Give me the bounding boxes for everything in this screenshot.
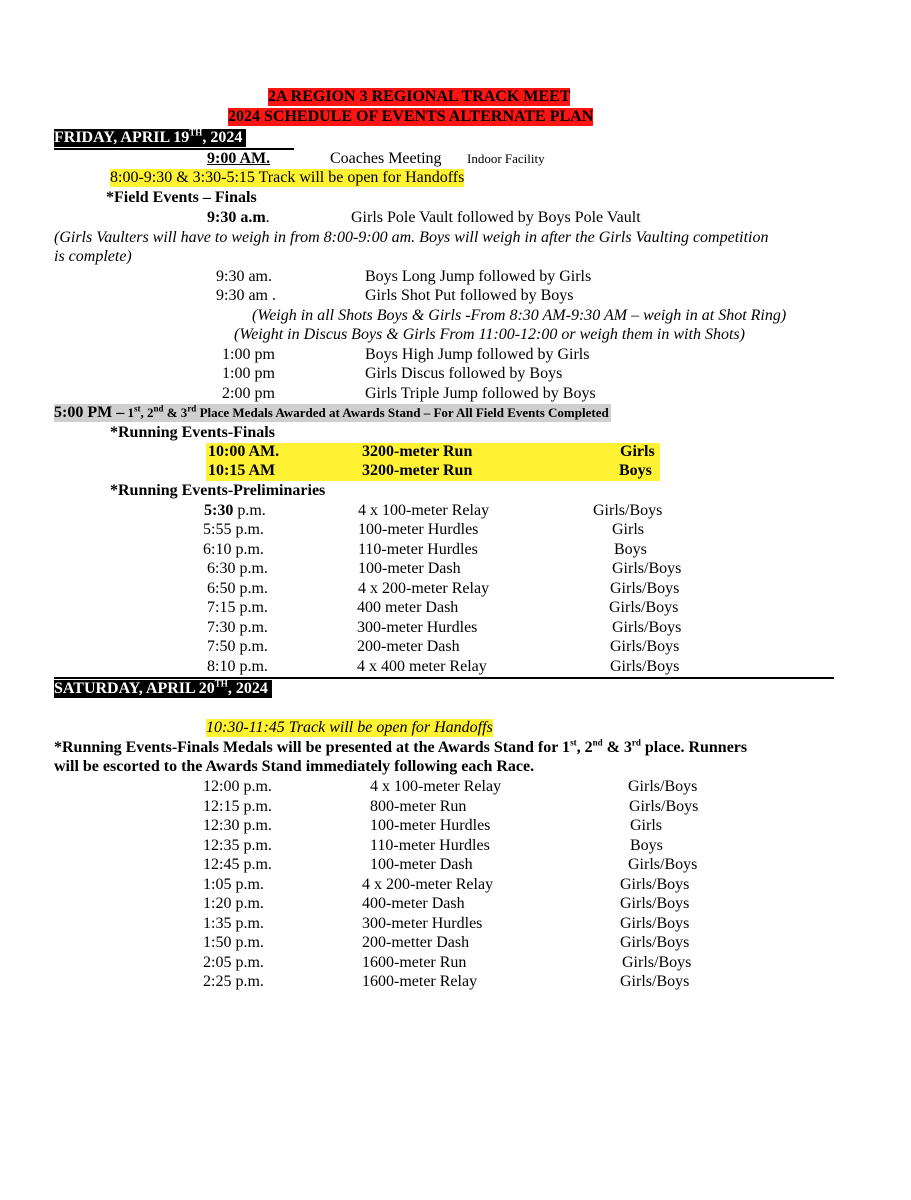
sat-final-time: 12:15 p.m.: [203, 798, 272, 815]
prelim-event: 4 x 400 meter Relay: [357, 658, 487, 675]
field-events-heading: *Field Events – Finals: [106, 189, 257, 206]
coaches-meeting-label: Coaches Meeting: [330, 150, 442, 167]
coaches-meeting-location: Indoor Facility: [467, 151, 545, 166]
sat-final-division: Boys: [630, 837, 663, 854]
sat-final-event: 4 x 200-meter Relay: [362, 876, 494, 893]
sat-final-division: Girls/Boys: [629, 798, 699, 815]
sat-final-event: 4 x 100-meter Relay: [370, 778, 502, 795]
sat-final-event: 100-meter Hurdles: [370, 817, 491, 834]
prelim-division: Girls/Boys: [612, 560, 682, 577]
field-medals-banner: 5:00 PM – 1st, 2nd & 3rd Place Medals Awarded at Awards Stand – For All Field Events Completed: [54, 403, 609, 421]
discus-weigh-note: (Weight in Discus Boys & Girls From 11:00-12:00 or weigh them in with Shots): [234, 326, 745, 343]
prelim-division: Girls/Boys: [610, 638, 680, 655]
prelim-division: Girls/Boys: [612, 619, 682, 636]
sat-final-event: 1600-meter Run: [362, 954, 467, 971]
sat-final-time: 12:00 p.m.: [203, 778, 272, 795]
title-line-2: 2024 SCHEDULE OF EVENTS ALTERNATE PLAN: [228, 108, 594, 125]
discus-event: Girls Discus followed by Boys: [365, 365, 563, 382]
prelim-event: 100-meter Hurdles: [358, 521, 479, 538]
prelim-event: 110-meter Hurdles: [358, 541, 478, 558]
final-time: 10:15 AM: [208, 462, 276, 479]
sat-final-time: 1:35 p.m.: [203, 915, 264, 932]
vault-weigh-note-1: (Girls Vaulters will have to weigh in from 8:00-9:00 am. Boys will weigh in after the Girls Vaulting competition: [54, 229, 769, 246]
sat-final-event: 200-metter Dash: [362, 934, 470, 951]
prelim-event: 4 x 200-meter Relay: [358, 580, 490, 597]
triple-jump-time: 2:00 pm: [222, 385, 275, 402]
prelim-event: 4 x 100-meter Relay: [358, 502, 490, 519]
sat-final-event: 1600-meter Relay: [362, 973, 478, 990]
final-event: 3200-meter Run: [362, 443, 473, 460]
friday-day-header: FRIDAY, APRIL 19TH, 2024: [54, 129, 246, 147]
triple-jump-event: Girls Triple Jump followed by Boys: [365, 385, 596, 402]
long-jump-event: Boys Long Jump followed by Girls: [365, 268, 592, 285]
prelims-heading: *Running Events-Preliminaries: [110, 482, 326, 499]
final-division: Girls: [620, 443, 655, 460]
prelim-event: 200-meter Dash: [357, 638, 460, 655]
prelim-time: 5:55 p.m.: [203, 521, 264, 538]
sat-final-division: Girls/Boys: [628, 856, 698, 873]
shot-put-event: Girls Shot Put followed by Boys: [365, 287, 574, 304]
sat-final-division: Girls/Boys: [620, 895, 690, 912]
pole-vault-event: Girls Pole Vault followed by Boys Pole Vault: [351, 209, 641, 226]
high-jump-event: Boys High Jump followed by Girls: [365, 346, 590, 363]
shot-put-time: 9:30 am .: [216, 287, 276, 304]
final-time: 10:00 AM.: [208, 443, 280, 460]
sat-final-event: 300-meter Hurdles: [362, 915, 483, 932]
prelim-time: 7:15 p.m.: [207, 599, 268, 616]
title-line-1: 2A REGION 3 REGIONAL TRACK MEET: [268, 88, 571, 105]
friday-final-row: [206, 462, 660, 481]
sat-final-time: 1:50 p.m.: [203, 934, 264, 951]
prelim-division: Girls: [612, 521, 644, 538]
prelim-event: 100-meter Dash: [358, 560, 461, 577]
sat-final-division: Girls/Boys: [622, 954, 692, 971]
saturday-finals-note-2: will be escorted to the Awards Stand immediately following each Race.: [54, 758, 535, 775]
friday-running-finals-heading: *Running Events-Finals: [110, 424, 275, 441]
prelim-division: Boys: [614, 541, 647, 558]
sat-final-division: Girls/Boys: [620, 915, 690, 932]
saturday-day-header: SATURDAY, APRIL 20TH, 2024: [54, 680, 272, 698]
prelim-time: 5:30 p.m.: [204, 502, 266, 519]
prelim-event: 400 meter Dash: [357, 599, 459, 616]
pole-vault-time: 9:30 a.m.: [207, 209, 270, 226]
sat-final-time: 1:20 p.m.: [203, 895, 264, 912]
sat-final-time: 1:05 p.m.: [203, 876, 264, 893]
long-jump-time: 9:30 am.: [216, 268, 272, 285]
prelim-division: Girls/Boys: [610, 580, 680, 597]
sat-final-division: Girls/Boys: [620, 973, 690, 990]
sat-final-time: 12:30 p.m.: [203, 817, 272, 834]
prelim-division: Girls/Boys: [609, 599, 679, 616]
vault-weigh-note-2: is complete): [54, 248, 132, 265]
sat-final-event: 800-meter Run: [370, 798, 467, 815]
prelim-time: 7:50 p.m.: [207, 638, 268, 655]
saturday-handoffs: 10:30-11:45 Track will be open for Handoffs: [206, 719, 493, 736]
final-division: Boys: [619, 462, 652, 479]
sat-final-time: 2:25 p.m.: [203, 973, 264, 990]
final-event: 3200-meter Run: [362, 462, 473, 479]
sat-final-time: 12:35 p.m.: [203, 837, 272, 854]
high-jump-time: 1:00 pm: [222, 346, 275, 363]
friday-final-row: [206, 443, 660, 462]
prelim-event: 300-meter Hurdles: [357, 619, 478, 636]
coaches-meeting-time: 9:00 AM.: [207, 150, 271, 167]
prelim-time: 6:50 p.m.: [207, 580, 268, 597]
prelim-time: 6:10 p.m.: [203, 541, 264, 558]
sat-final-event: 110-meter Hurdles: [370, 837, 490, 854]
friday-handoffs: 8:00-9:30 & 3:30-5:15 Track will be open for Handoffs: [110, 169, 465, 186]
prelim-time: 8:10 p.m.: [207, 658, 268, 675]
prelim-division: Girls/Boys: [593, 502, 663, 519]
shot-weigh-note: (Weigh in all Shots Boys & Girls -From 8:30 AM-9:30 AM – weigh in at Shot Ring): [252, 307, 787, 324]
sat-final-division: Girls/Boys: [620, 934, 690, 951]
sat-final-division: Girls/Boys: [620, 876, 690, 893]
sat-final-division: Girls/Boys: [628, 778, 698, 795]
sat-final-event: 400-meter Dash: [362, 895, 465, 912]
section-divider: [54, 677, 834, 679]
prelim-time: 6:30 p.m.: [207, 560, 268, 577]
discus-time: 1:00 pm: [222, 365, 275, 382]
sat-final-time: 2:05 p.m.: [203, 954, 264, 971]
prelim-division: Girls/Boys: [610, 658, 680, 675]
sat-final-division: Girls: [630, 817, 662, 834]
sat-final-event: 100-meter Dash: [370, 856, 473, 873]
sat-final-time: 12:45 p.m.: [203, 856, 272, 873]
prelim-time: 7:30 p.m.: [207, 619, 268, 636]
saturday-finals-note-1: *Running Events-Finals Medals will be presented at the Awards Stand for 1st, 2nd & 3rd place. Runners: [54, 737, 748, 756]
